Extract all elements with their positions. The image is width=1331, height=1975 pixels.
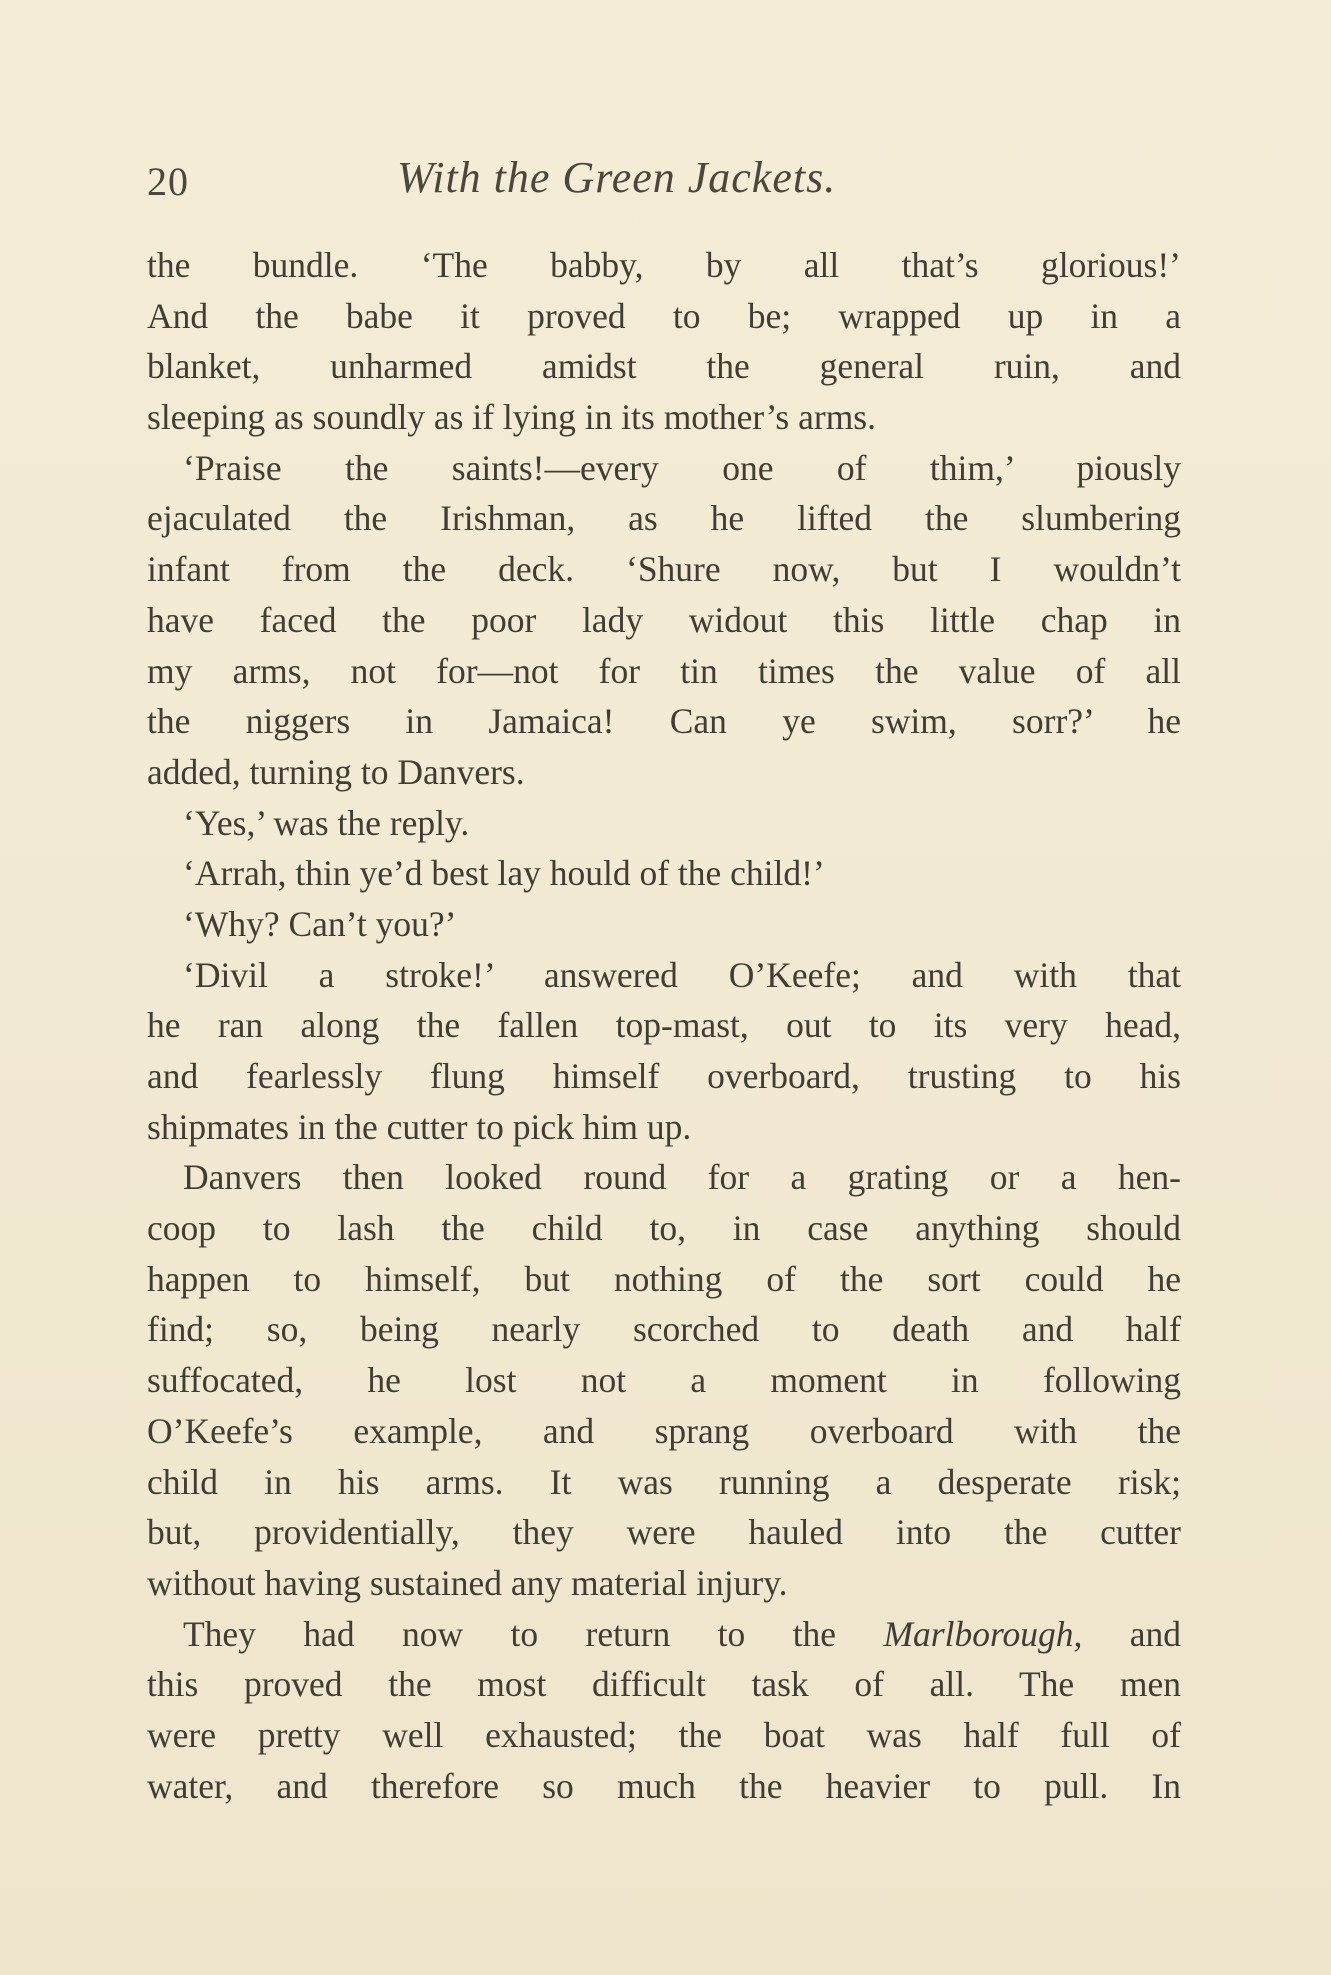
text-line: child in his arms. It was running a desperate risk;	[147, 1461, 1181, 1502]
text-line: the bundle. ‘The babby, by all that’s glorious!’	[147, 245, 1181, 285]
text-line: the niggers in Jamaica! Can ye swim, sorr?’ he	[147, 701, 1181, 742]
text-line: ‘Why? Can’t you?’	[183, 903, 457, 944]
page-header	[147, 152, 1187, 212]
text-line: happen to himself, but nothing of the sort could he	[147, 1258, 1181, 1299]
text-segment: They had now to return to the	[183, 1613, 837, 1654]
body-text	[147, 240, 1181, 1811]
text-line: ‘Praise the saints!—every one of thim,’ piously	[183, 447, 1181, 488]
text-line: this proved the most difficult task of all. The men	[147, 1664, 1181, 1705]
text-line: suffocated, he lost not a moment in following	[147, 1360, 1181, 1401]
text-line: blanket, unharmed amidst the general ruin, and	[147, 346, 1181, 387]
text-line: ‘Arrah, thin ye’d best lay hould of the child!’	[183, 853, 825, 894]
text-line: infant from the deck. ‘Shure now, but I wouldn’t	[147, 549, 1181, 590]
text-line: were pretty well exhausted; the boat was half full of	[147, 1714, 1181, 1755]
text-line: sleeping as soundly as if lying in its mother’s arms.	[147, 397, 876, 438]
text-line: and fearlessly flung himself overboard, trusting to his	[147, 1056, 1181, 1096]
running-title: With the Green Jackets.	[397, 153, 837, 202]
text-segment: and	[1129, 1613, 1182, 1654]
text-line: without having sustained any material injury.	[147, 1562, 788, 1603]
ship-name: Marlborough,	[883, 1613, 1083, 1654]
text-line: my arms, not for—not for tin times the value of all	[147, 650, 1181, 691]
text-line: shipmates in the cutter to pick him up.	[147, 1106, 692, 1147]
text-line: ‘Divil a stroke!’ answered O’Keefe; and with that	[183, 954, 1181, 995]
text-line: but, providentially, they were hauled into the cutter	[147, 1512, 1181, 1553]
text-line: water, and therefore so much the heavier to pull. In	[147, 1765, 1181, 1806]
text-line: coop to lash the child to, in case anything should	[147, 1208, 1181, 1249]
text-line: have faced the poor lady widout this little chap in	[147, 599, 1181, 640]
text-line: ejaculated the Irishman, as he lifted the slumbering	[147, 498, 1181, 539]
text-line: Danvers then looked round for a grating or a hen-	[183, 1157, 1181, 1198]
text-line: O’Keefe’s example, and sprang overboard with the	[147, 1410, 1181, 1451]
text-line: And the babe it proved to be; wrapped up in a	[147, 295, 1181, 336]
text-line: find; so, being nearly scorched to death and half	[147, 1309, 1181, 1350]
text-line: he ran along the fallen top-mast, out to its very head,	[147, 1005, 1181, 1046]
text-line: added, turning to Danvers.	[147, 751, 525, 792]
text-line	[147, 1609, 1181, 1660]
page-number: 20	[147, 159, 189, 204]
text-line: ‘Yes,’ was the reply.	[183, 802, 470, 843]
